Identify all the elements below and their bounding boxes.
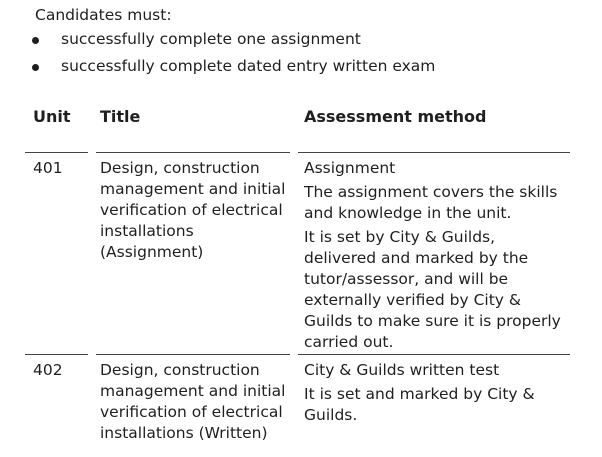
list-item [30, 55, 435, 82]
method-line: Guilds. [304, 406, 358, 424]
method-line: It is set and marked by City & [304, 385, 535, 403]
column-header-method: Assessment method [304, 107, 487, 126]
title-line: installations [100, 222, 194, 240]
row-402-unit: 402 [33, 361, 63, 379]
method-line: Guilds to make sure it is properly [304, 312, 561, 330]
method-line: externally verified by City & [304, 291, 521, 309]
row-401-unit: 401 [33, 159, 63, 177]
title-line: Design, construction [100, 159, 260, 177]
intro-text: Candidates must: [35, 6, 172, 24]
method-paragraph [304, 182, 561, 224]
table-rule [298, 152, 570, 153]
row-402-method [304, 360, 535, 426]
method-line: and knowledge in the unit. [304, 204, 512, 222]
title-line: installations (Written) [100, 424, 268, 442]
list-item-text: successfully complete one assignment [61, 30, 361, 48]
list-item [30, 28, 435, 55]
method-line: delivered and marked by the [304, 249, 529, 267]
method-label: City & Guilds written test [304, 361, 500, 379]
row-401-method [304, 158, 561, 353]
title-line: management and initial [100, 180, 286, 198]
column-header-title: Title [100, 107, 141, 126]
list-item-text: successfully complete dated entry written exam [61, 57, 436, 75]
column-header-unit: Unit [33, 107, 71, 126]
title-line: Design, construction [100, 361, 260, 379]
row-401-title [100, 158, 285, 263]
table-rule [96, 152, 290, 153]
title-line: management and initial [100, 382, 286, 400]
title-line: (Assignment) [100, 243, 204, 261]
table-rule [298, 354, 570, 355]
table-rule [96, 354, 290, 355]
title-line: verification of electrical [100, 403, 283, 421]
method-label: Assignment [304, 159, 396, 177]
table-rule [25, 152, 88, 153]
table-rule [25, 354, 88, 355]
method-line: carried out. [304, 333, 394, 351]
method-paragraph [304, 227, 561, 353]
requirements-list [30, 28, 435, 82]
row-402-title [100, 360, 285, 444]
title-line: verification of electrical [100, 201, 283, 219]
method-paragraph [304, 384, 535, 426]
method-line: The assignment covers the skills [304, 183, 558, 201]
method-line: tutor/assessor, and will be [304, 270, 509, 288]
method-line: It is set by City & Guilds, [304, 228, 496, 246]
